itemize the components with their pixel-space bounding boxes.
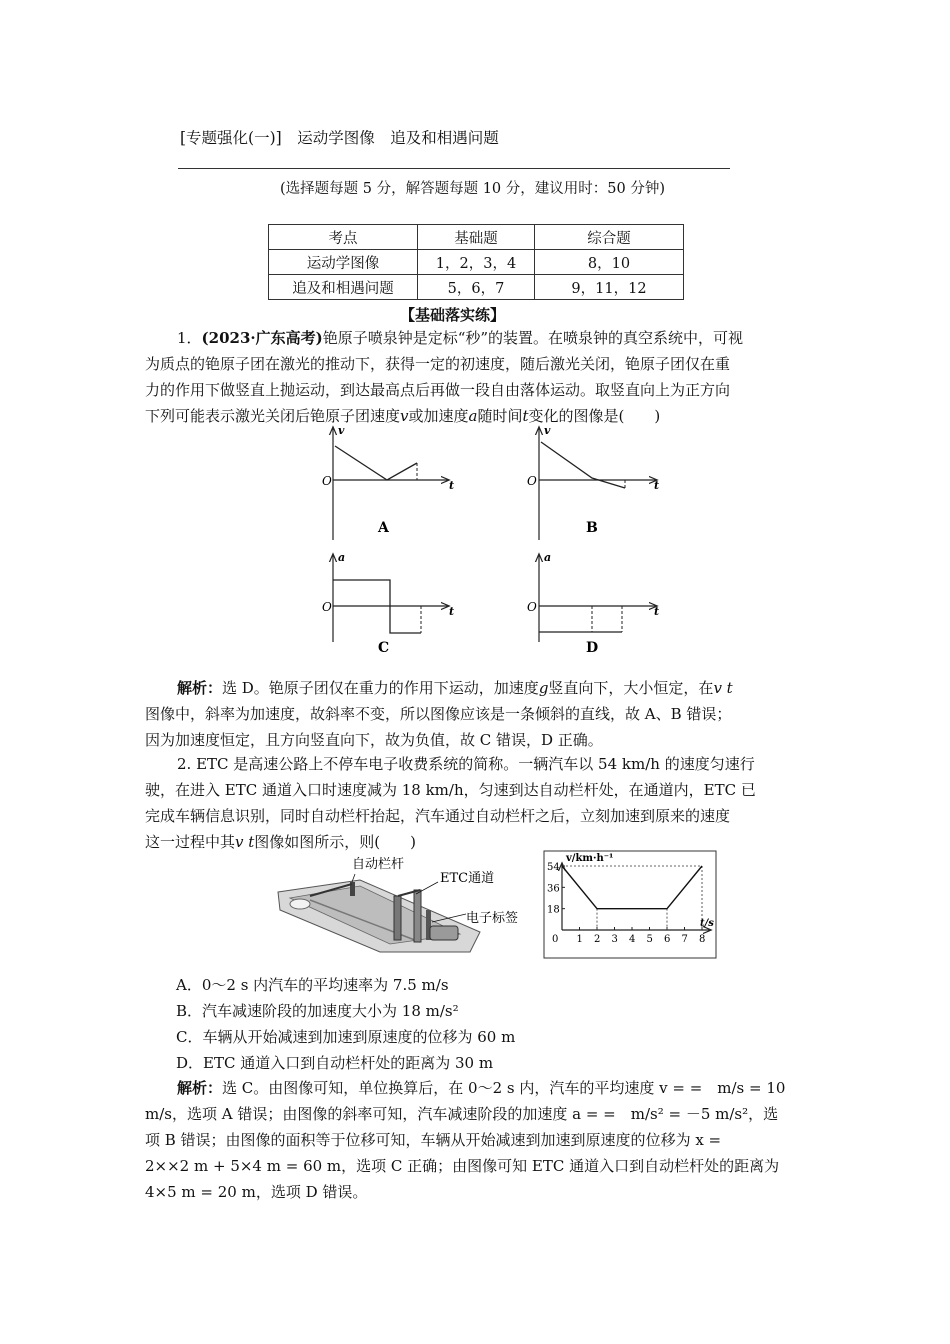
axis-label: t [654,479,660,492]
x-tick-label: 2 [594,934,601,945]
q1-source: (2023·广东高考) [201,329,323,347]
q1-text [145,326,807,352]
option-b: B．汽车减速阶段的加速度大小为 18 m/s² [176,1002,459,1020]
analysis-text: 竖直向下，大小恒定，在 [548,679,714,697]
var-v: v [400,407,409,425]
axis-label: a [338,551,346,564]
var-g: g [538,679,549,697]
origin-label: O [322,474,332,488]
page-title: [专题强化(一)] 运动学图像 追及和相遇问题 [180,129,499,147]
q1-text-frag: 变化的图像是( ) [528,407,661,425]
table-header-row [269,225,684,250]
option-d: D．ETC 通道入口到自动栏杆处的距离为 30 m [176,1054,494,1072]
table-header-cell: 综合题 [535,225,684,250]
y-axis-label: v/km·h⁻¹ [566,853,614,864]
q2-line: 2. ETC 是高速公路上不停车电子收费系统的简称。一辆汽车以 54 km/h 的速度匀速行 [177,755,755,773]
axis-label: v [544,424,551,437]
option-c: C．车辆从开始减速到加速到原速度的位移为 60 m [176,1028,516,1046]
graph-b-label: B [586,520,598,536]
q1-line: 铯原子喷泉钟是定标“秒”的装置。在喷泉钟的真空系统中，可视 [322,329,744,347]
y-tick-label: 36 [547,883,560,895]
var-a: a [468,407,478,425]
label-gate: 自动栏杆 [352,857,405,872]
scoring-note: (选择题每题 5 分，解答题每题 10 分，建议用时：50 分钟) [280,181,665,197]
option-a: A．0～2 s 内汽车的平均速率为 7.5 m/s [176,976,449,994]
x-tick-label: 5 [646,934,653,945]
axis-label: t [654,605,660,618]
axis-label: v [338,424,345,437]
q2-analysis [145,1076,807,1102]
y-tick-label: 54 [547,862,560,873]
analysis-line: m/s，选项 A 错误；由图像的斜率可知，汽车减速阶段的加速度 a = = m/s² = －5 m/s²，选 [145,1105,779,1123]
graph-c-label: C [378,640,390,656]
q1-text-frag: 下列可能表示激光关闭后铯原子团速度 [145,407,401,425]
origin-label: O [527,474,537,488]
var-t: t [522,407,529,425]
series-line [562,866,702,909]
topic-table [268,224,684,300]
table-cell: 5，6，7 [418,275,535,300]
graph-a-label: A [378,520,389,536]
axis-label: t [449,479,455,492]
var-vt: v t [235,833,255,851]
analysis-line: 图像中，斜率为加速度，故斜率不变，所以图像应该是一条倾斜的直线，故 A、B 错误； [145,705,732,723]
x-tick-label: 0 [552,934,559,945]
x-tick-label: 7 [681,934,688,945]
table-cell: 运动学图像 [269,250,418,275]
x-tick-label: 3 [611,934,618,945]
axis-label: t [449,605,455,618]
section-title: 【基础落实练】 [400,306,506,324]
q1-graphs [0,420,950,660]
table-row [269,250,684,275]
graph-c [322,551,454,656]
graph-d-label: D [586,640,599,656]
q1-text-frag: 或加速度 [408,407,469,425]
analysis-text: 选 D。铯原子团仅在重力的作用下运动，加速度 [222,679,539,697]
title-rule [178,168,730,169]
q1-line: 力的作用下做竖直上抛运动，到达最高点后再做一段自由落体运动。取竖直向上为正方向 [145,381,731,399]
analysis-label: 解析： [177,1079,223,1097]
label-tag: 电子标签 [466,911,519,926]
var-vt: v t [713,679,733,697]
x-tick-label: 6 [664,934,671,945]
y-tick-label: 18 [547,904,560,916]
x-tick-label: 8 [699,934,706,945]
q2-line: 完成车辆信息识别，同时自动栏杆抬起，汽车通过自动栏杆之后，立刻加速到原来的速度 [145,807,731,825]
label-etc: ETC通道 [440,871,495,886]
origin-label: O [322,600,332,614]
analysis-text: 选 C。由图像可知，单位换算后，在 0～2 s 内，汽车的平均速度 v = = m/s = 10 [222,1079,786,1097]
q2-text-frag: 这一过程中其 [145,833,236,851]
table-cell: 9，11，12 [535,275,684,300]
table-cell: 1，2，3，4 [418,250,535,275]
x-tick-label: 4 [629,934,636,945]
axis-label: a [544,551,552,564]
origin-label: O [527,600,537,614]
table-cell: 8，10 [535,250,684,275]
table-row [269,275,684,300]
graph-d [527,551,659,656]
graph-b [527,424,659,540]
graph-b-line [541,442,625,488]
q2-line: 驶，在进入 ETC 通道入口时速度减为 18 km/h，匀速到达自动栏杆处，在通道内，ETC 已 [145,781,756,799]
table-header-cell: 考点 [269,225,418,250]
analysis-line: 4×5 m = 20 m，选项 D 错误。 [145,1183,368,1201]
analysis-label: 解析： [177,679,223,697]
table-header-cell: 基础题 [418,225,535,250]
table-cell: 追及和相遇问题 [269,275,418,300]
vt-chart [530,850,720,960]
etc-illustration [270,852,540,962]
q1-analysis [145,676,807,702]
analysis-line: 项 B 错误；由图像的面积等于位移可知，车辆从开始减速到加速到原速度的位移为 x = [145,1131,722,1149]
q1-line: 为质点的铯原子团在激光的推动下，获得一定的初速度，随后激光关闭，铯原子团仅在重 [145,355,731,373]
q2-text-frag: 图像如图所示，则( ) [254,833,417,851]
x-axis-label: t/s [700,918,714,929]
q1-text-frag: 随时间 [477,407,523,425]
graph-a [322,424,454,540]
q1-number: 1． [177,329,202,347]
analysis-line: 2××2 m + 5×4 m = 60 m，选项 C 正确；由图像可知 ETC 通道入口到自动栏杆处的距离为 [145,1157,780,1175]
x-tick-label: 1 [576,934,583,945]
analysis-line: 因为加速度恒定，且方向竖直向下，故为负值，故 C 错误，D 正确。 [145,731,603,749]
graph-a-line [335,446,417,480]
